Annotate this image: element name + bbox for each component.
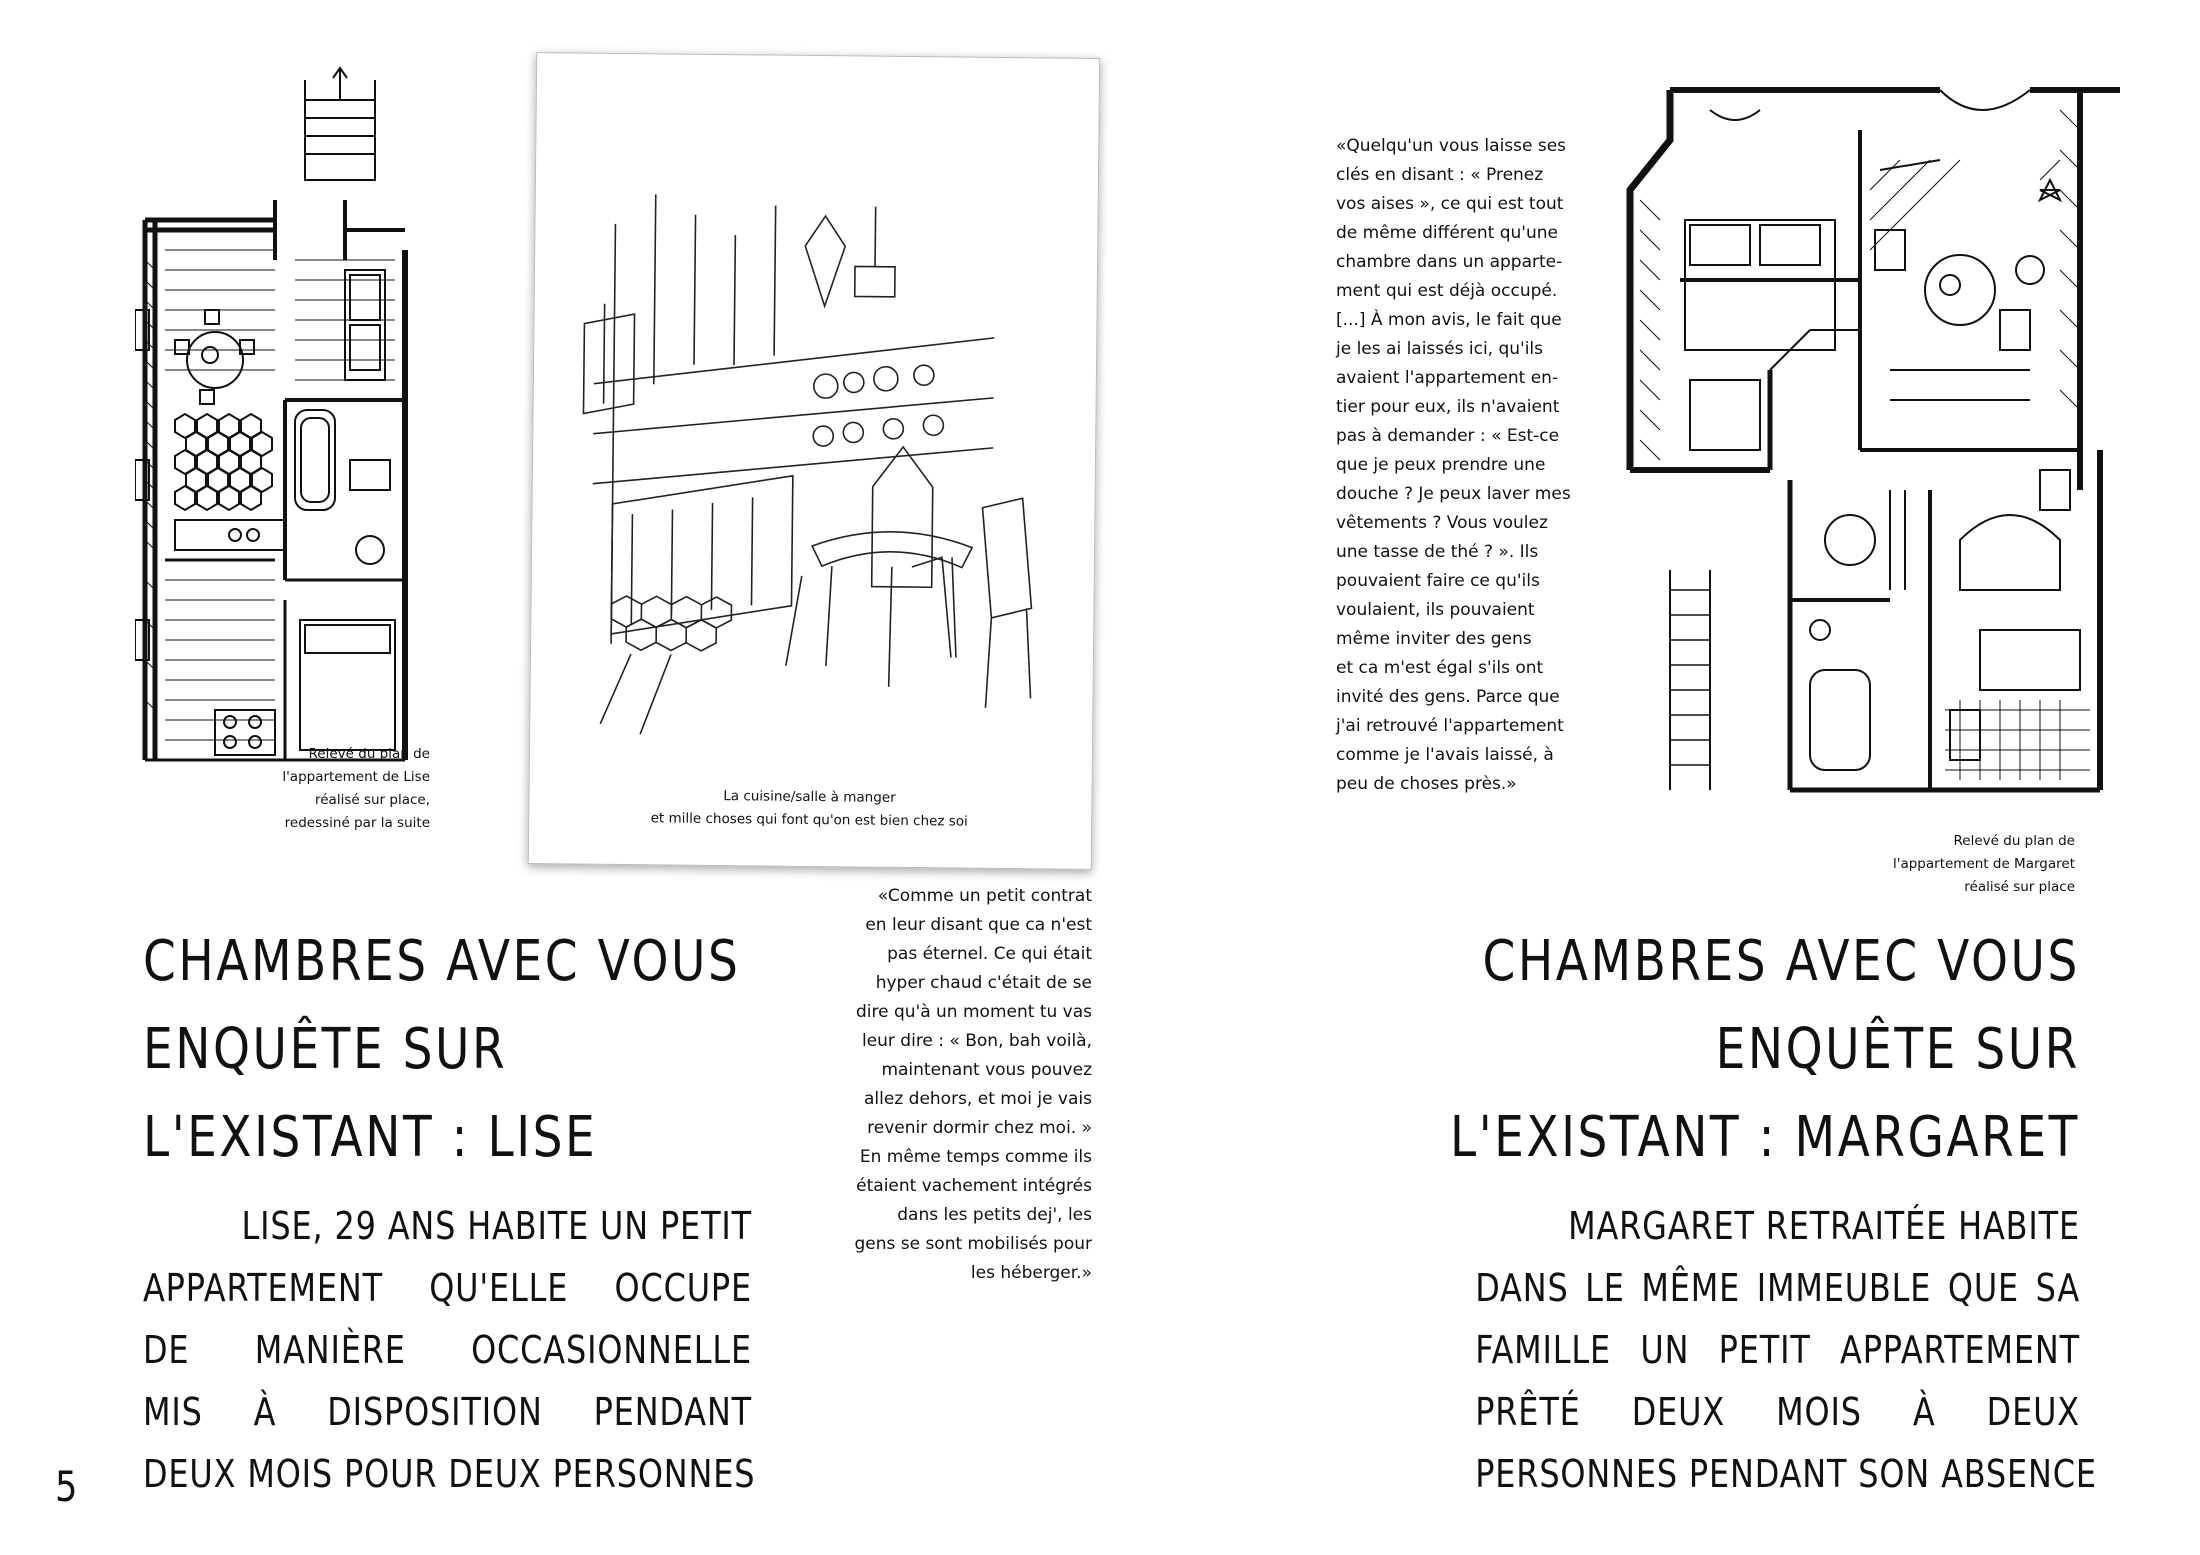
quote-line: hyper chaud c'était de se <box>875 973 1092 993</box>
quote-line: les héberger.» <box>970 1263 1092 1283</box>
quote-line: voulaient, ils pouvaient <box>1336 600 1535 620</box>
caption-line: Relevé du plan de <box>1953 833 2075 849</box>
body-line: APPARTEMENT QU'ELLE OCCUPE <box>143 1266 752 1310</box>
body-line: MARGARET RETRAITÉE HABITE <box>1568 1204 2080 1248</box>
quote-line: vêtements ? Vous voulez <box>1336 513 1548 533</box>
quote-line: tier pour eux, ils n'avaient <box>1336 397 1560 417</box>
body-line: PERSONNES PENDANT SON ABSENCE <box>1475 1452 2097 1496</box>
quote-line: revenir dormir chez moi. » <box>867 1118 1092 1138</box>
lise-floor-plan-drawing <box>135 60 435 780</box>
title-line: CHAMBRES AVEC VOUS <box>1482 929 2080 994</box>
kitchen-caption <box>549 783 1069 834</box>
lise-title <box>143 918 740 1182</box>
quote-line: dire qu'à un moment tu vas <box>855 1002 1092 1022</box>
quote-line: pas à demander : « Est-ce <box>1336 426 1560 446</box>
quote-line: invité des gens. Parce que <box>1336 687 1560 707</box>
quote-line: maintenant vous pouvez <box>881 1060 1092 1080</box>
kitchen-sketch-card <box>528 52 1100 870</box>
caption-line: redessiné par la suite <box>284 815 430 831</box>
body-line: DE MANIÈRE OCCASIONNELLE <box>143 1328 752 1372</box>
quote-line: de même différent qu'une <box>1336 223 1558 243</box>
body-line: DANS LE MÊME IMMEUBLE QUE SA <box>1475 1266 2080 1310</box>
body-line: PRÊTÉ DEUX MOIS À DEUX <box>1475 1390 2080 1434</box>
quote-line: clés en disant : « Prenez <box>1336 165 1544 185</box>
quote-line: leur dire : « Bon, bah voilà, <box>861 1031 1092 1051</box>
caption-line: réalisé sur place <box>1964 879 2075 895</box>
margaret-floor-plan-drawing <box>1560 70 2140 830</box>
quote-line: «Quelqu'un vous laisse ses <box>1336 136 1567 156</box>
caption-line: et mille choses qui font qu'on est bien chez soi <box>650 810 968 830</box>
quote-line: dans les petits dej', les <box>897 1205 1092 1225</box>
title-line: CHAMBRES AVEC VOUS <box>143 929 741 994</box>
quote-line: et ca m'est égal s'ils ont <box>1336 658 1544 678</box>
quote-line: chambre dans un apparte- <box>1336 252 1563 272</box>
quote-line: avaient l'appartement en- <box>1336 368 1559 388</box>
body-line: LISE, 29 ANS HABITE UN PETIT <box>241 1204 752 1248</box>
title-line: ENQUÊTE SUR <box>143 1017 508 1082</box>
quote-line: que je peux prendre une <box>1336 455 1546 475</box>
quote-line: vos aises », ce qui est tout <box>1336 194 1564 214</box>
quote-line: j'ai retrouvé l'appartement <box>1336 716 1564 736</box>
quote-line: comme je l'avais laissé, à <box>1336 745 1554 765</box>
lise-quote <box>800 882 1092 1288</box>
quote-line: «Comme un petit contrat <box>877 886 1092 906</box>
margaret-plan-caption <box>1860 830 2075 899</box>
body-line: FAMILLE UN PETIT APPARTEMENT <box>1475 1328 2080 1372</box>
quote-line: une tasse de thé ? ». Ils <box>1336 542 1539 562</box>
lise-body <box>143 1195 756 1505</box>
body-line: MIS À DISPOSITION PENDANT <box>143 1390 752 1434</box>
quote-line: gens se sont mobilisés pour <box>854 1234 1092 1254</box>
margaret-body <box>1475 1195 2097 1505</box>
quote-line: pas éternel. Ce qui était <box>887 944 1092 964</box>
lise-plan-caption <box>250 743 430 835</box>
title-line: L'EXISTANT : MARGARET <box>1450 1105 2080 1170</box>
margaret-title <box>1450 918 2080 1182</box>
quote-line: allez dehors, et moi je vais <box>864 1089 1092 1109</box>
quote-line: pouvaient faire ce qu'ils <box>1336 571 1540 591</box>
caption-line: l'appartement de Margaret <box>1893 856 2075 872</box>
caption-line: réalisé sur place, <box>314 792 430 808</box>
kitchen-drawing <box>570 183 1056 748</box>
quote-line: même inviter des gens <box>1336 629 1532 649</box>
quote-line: peu de choses près.» <box>1336 774 1517 794</box>
quote-line: douche ? Je peux laver mes <box>1336 484 1571 504</box>
title-line: ENQUÊTE SUR <box>1715 1017 2080 1082</box>
quote-line: ment qui est déjà occupé. <box>1336 281 1558 301</box>
quote-line: je les ai laissés ici, qu'ils <box>1336 339 1544 359</box>
caption-line: Relevé du plan de <box>308 746 430 762</box>
title-line: L'EXISTANT : LISE <box>143 1105 598 1170</box>
page-number: 5 <box>55 1462 78 1511</box>
quote-line: en leur disant que ca n'est <box>865 915 1092 935</box>
caption-line: La cuisine/salle à manger <box>723 788 896 806</box>
quote-line: [...] À mon avis, le fait que <box>1336 310 1562 330</box>
quote-line: En même temps comme ils <box>859 1147 1092 1167</box>
body-line: DEUX MOIS POUR DEUX PERSONNES <box>143 1452 756 1496</box>
quote-line: étaient vachement intégrés <box>856 1176 1092 1196</box>
caption-line: l'appartement de Lise <box>282 769 430 785</box>
